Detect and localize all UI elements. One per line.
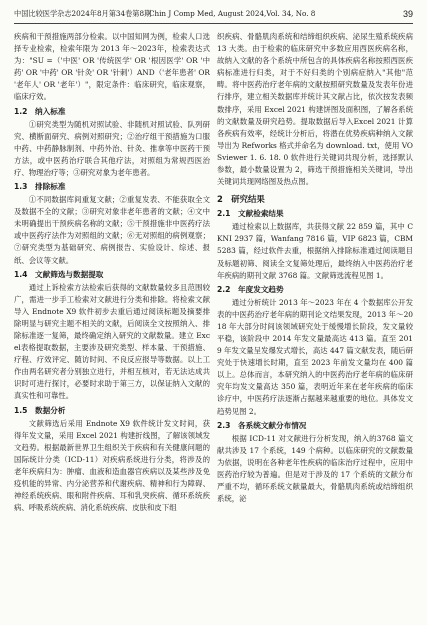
- inclusion-criteria-paragraph: ①研究类型为随机对照试验、非随机对照试验、队列研究、横断面研究、病例对照研究；②治疗组干预措施为口服中药、中药静脉制剂、中药外治、针灸、推拿等中医药干预方法，或中医药治疗联合其他疗法，对照组为常规西医治疗、物理治疗等；③研究对象为老年患者。: [14, 119, 210, 177]
- screening-paragraph: 通过上诉检索方法检索后获得的文献数量较多且范围较广，需进一步手工检索对文献进行分类和排除。将检索文献导入 Endnote X9 软件初步去重后通过阅读标题及摘要排除明显与研究主题不相关的文献，后阅读全文按照纳入、排除标准逐一复筛，最终确定纳入研究的文献数量。建立 Excel表格提取数据，主要涉及研究类型、样本量、干预措施、疗程、疗效评定、随访时间、不良反应报导等数据。以上工作由两名研究者分别独立进行，并相互核对，若无法达成共识时可进行探讨，必要时求助于第三方，以保证纳入文献的真实性和可靠性。: [14, 282, 210, 401]
- exclusion-criteria-paragraph: ①不同数据库间重复文献；②重复发表、不能获取全文及数据不全的文献；③研究对象非老年患者的文献；④文中未明确提出干预疾病名称的文献；⑤干预措施非中医药疗法或中医药疗法作为对照组的文献；⑥无对照组的病例观察；⑦研究类型为基础研究、病例报告、实验设计、综述、报纸、会议等文献。: [14, 195, 210, 265]
- section-heading-system-distribution: 2.3 各系统文献分布情况: [217, 420, 307, 430]
- page-number: 39: [402, 9, 413, 19]
- section-heading-analysis: 1.5 数据分析: [14, 405, 66, 415]
- section-heading-exclusion: 1.3 排除标准: [14, 182, 66, 192]
- search-results-paragraph: 通过检索以上数据库，共获得文献 22 859 篇，其中 CKNI 2937 篇，Wanfang 7816 篇，VIP 6823 篇，CBM 5283 篇，经过软件去重，根据纳入排除标准通过阅读题目及标题初筛、阅读全文复筛处理后，最终纳入中医药治疗老年疾病的期刊文献 3768 篇。文献筛选流程见图 1。: [217, 222, 413, 280]
- section-heading-search-results: 2.1 文献检索结果: [217, 209, 284, 219]
- page-header: [14, 5, 413, 24]
- data-analysis-paragraph: 文献筛选后采用 Endnote X9 软件统计发文时间，获得年发文量，采用 Excel 2021 构建折线图，了解该领域发文趋势。根据最新世界卫生组织关于疾病和有关健康问题的国际统计分类（ICD-11）对疾病系统进行分类，将涉及的老年疾病归为：肿瘤、血液和造血器官疾病以及某些涉及免疫机能的异常、内分泌营养和代谢疾病、精神和行为障碍、神经系统疾病、眼和附件疾病、耳和乳突疾病、循环系统疾病、呼吸系统疾病、消化系统疾病、皮肤和皮下组: [14, 418, 210, 513]
- journal-name-cn: 中国比较医学杂志2024年8月第34卷第8期: [14, 9, 152, 18]
- right-column: [217, 31, 413, 619]
- journal-name-en: Chin J Comp Med, August 2024,Vol. 34, No. 8: [149, 9, 316, 18]
- left-column: [14, 31, 210, 619]
- classification-paragraph: 织疾病、骨骼肌肉系统和结缔组织疾病、泌尿生殖系统疾病 13 大类。由于检索的临床研究中多数应用西医疾病名称，故纳入文献的各个系统中所包含的具体疾病名称按照西医疾病标准进行归类，对于不好归类的个别病症纳入"其他"范畴。将中医药治疗老年病的文献按照研究数量及发表年份进行排序，建立相关数据库并统计其文献占比，依次按发表频数排序，采用 Excel 2021 构建饼图及面积图，了解各系统的文献数量及研究趋势。提取数据后导入Excel 2021 计算各疾病有效率，经统计分析后，将潜在优势疾病种纳入文献导出为 Refworks 格式并命名为 download. txt，使用 VOSviewer 1. 6. 18. 0 软件进行关键词共现分析，选择默认参数，最小数量设置为 2，筛选干预措施相关关键词，导出关键词共现网络图及热点图。: [217, 32, 413, 187]
- system-distribution-paragraph: 根据 ICD-11 对文献进行分析发现，纳入的3768 篇文献共涉及 17 个系统，149 个病种。以临床研究的文献数量为依据，说明在各种老年性疾病的临床治疗过程中，应用中医药治疗较为普遍。但是对于涉及的 17 个系统的文献分布严重不均，循环系统文献量最大，骨骼肌肉系统或结缔组织系统，泌: [217, 433, 413, 504]
- section-heading-inclusion: 1.2 纳入标准: [14, 106, 66, 116]
- search-strategy-paragraph: 疾病和干预措施两部分检索。以中国知网为例，检索人口选择专业检索，检索年限为 2013 年～2023年，检索表达式为："SU =（'中医' OR '传统医学' OR '根因医学' OR '中药' OR '中药' OR '针灸' OR '针刺'）AND（'老年患者' OR '老年人' OR '老年'）"，限定条件：临床研究，临床观察，临床疗效。: [14, 32, 210, 102]
- section-heading-screening: 1.4 文献筛选与数据提取: [14, 269, 104, 279]
- section-heading-annual-trend: 2.2 年度发文趋势: [217, 284, 284, 294]
- annual-trend-paragraph: 通过分析统计 2013 年～2023 年在 4 个数据库公开发表的中医药治疗老年病的期刊论文结果发现，2013 年～2018 年大部分时间该领域研究处于缓慢增长阶段，发文量较平稳，该阶段中 2014 年发文量最高达 413 篇。直至 2019 年发文量呈发爆发式增长，高达 447 篇文献发表，随后研究处于快速增长时期，直至 2023 年前发文量均在 400 篇以上。总体而言，本研究纳入的中医药治疗老年病的临床研究年均发文量高达 350 篇，表明近年来在老年疾病的临床诊疗中，中医药疗法逐渐占据越来越重要的地位。具体发文趋势见图 2。: [217, 297, 413, 416]
- section-heading-results: 2 研究结果: [217, 194, 265, 205]
